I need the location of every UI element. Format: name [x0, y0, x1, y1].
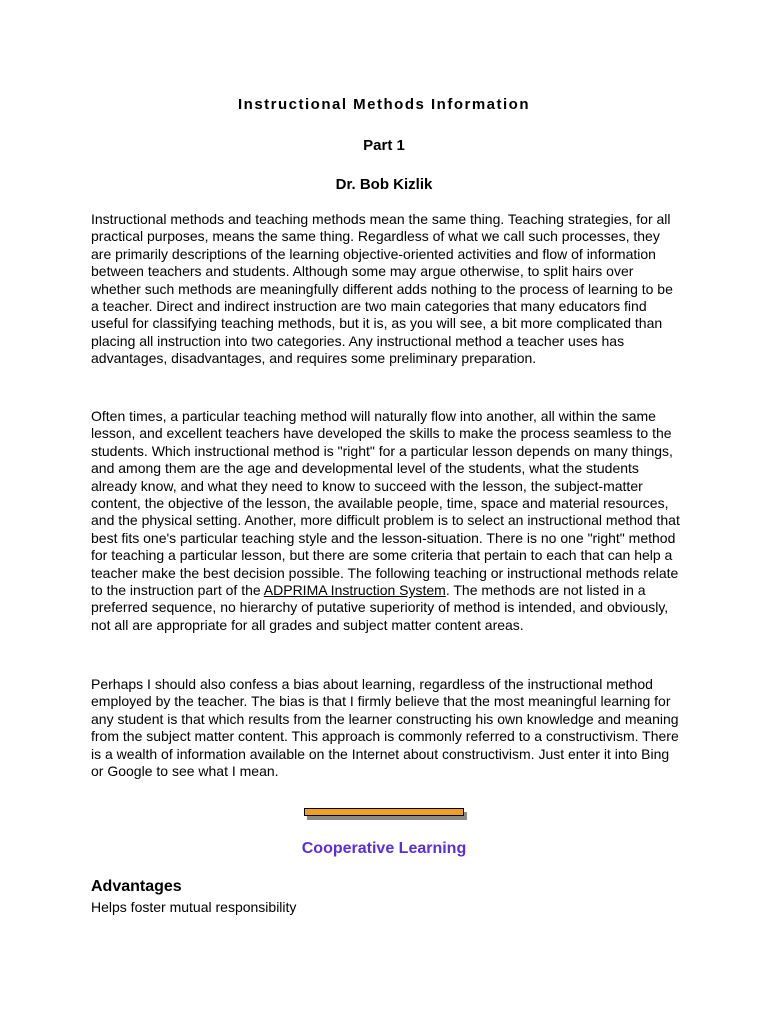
bias-paragraph: Perhaps I should also confess a bias about learning, regardless of the instructional method employed by the teacher. The bias is that I firmly believe that the most meaningful learning for any student is that which results from the learner constructing his own knowledge and meaning from the subject matter content. This approach is commonly referred to a constructivism. There is a wealth of information available on the Internet about constructivism. Just enter it into Bing or Google to see what I mean. — [91, 676, 679, 780]
methods-paragraph — [91, 408, 681, 634]
author-name: Dr. Bob Kizlik — [335, 176, 433, 193]
advantages-heading: Advantages — [91, 878, 182, 895]
methods-paragraph-text-after: . The methods are not listed in a preferred sequence, no hierarchy of putative superiority of method is intended, and obviously, not all are appropriate for all grades and subject matter content areas. — [91, 582, 669, 633]
adprima-instruction-system-link[interactable]: ADPRIMA Instruction System — [263, 582, 446, 599]
section-divider — [304, 808, 468, 820]
part-label: Part 1 — [363, 137, 405, 154]
advantage-item: Helps foster mutual responsibility — [91, 899, 297, 915]
divider-bar — [304, 808, 464, 816]
intro-paragraph: Instructional methods and teaching methods mean the same thing. Teaching strategies, for all practical purposes, means the same thing. Regardless of what we call such processes, they are primarily descriptions of the learning objective-oriented activities and flow of information between teachers and students. Although some may argue otherwise, to split hairs over whether such methods are meaningfully different adds nothing to the process of learning to be a teacher. Direct and indirect instruction are two main categories that many educators find useful for classifying teaching methods, but it is, as you will see, a bit more complicated than placing all instruction into two categories. Any instructional method a teacher uses has advantages, disadvantages, and requires some preliminary preparation. — [91, 211, 673, 367]
methods-paragraph-text-before: Often times, a particular teaching method will naturally flow into another, all within the same lesson, and excellent teachers have developed the skills to make the process seamless to the students. Which instructional method is "right" for a particular lesson depends on many things, and among them are the age and developmental level of the students, what the students already know, and what they need to know to succeed with the lesson, the subject-matter content, the objective of the lesson, the available people, time, space and material resources, and the physical setting. Another, more difficult problem is to select an instructional method that best fits one's particular teaching style and the lesson-situation. There is no one "right" method for teaching a particular lesson, but there are some criteria that pertain to each that can help a teacher make the best decision possible. The following teaching or instructional methods relate to the instruction part of the — [91, 408, 680, 599]
page-title: Instructional Methods Information — [238, 96, 530, 113]
section-title-cooperative-learning: Cooperative Learning — [301, 840, 467, 857]
